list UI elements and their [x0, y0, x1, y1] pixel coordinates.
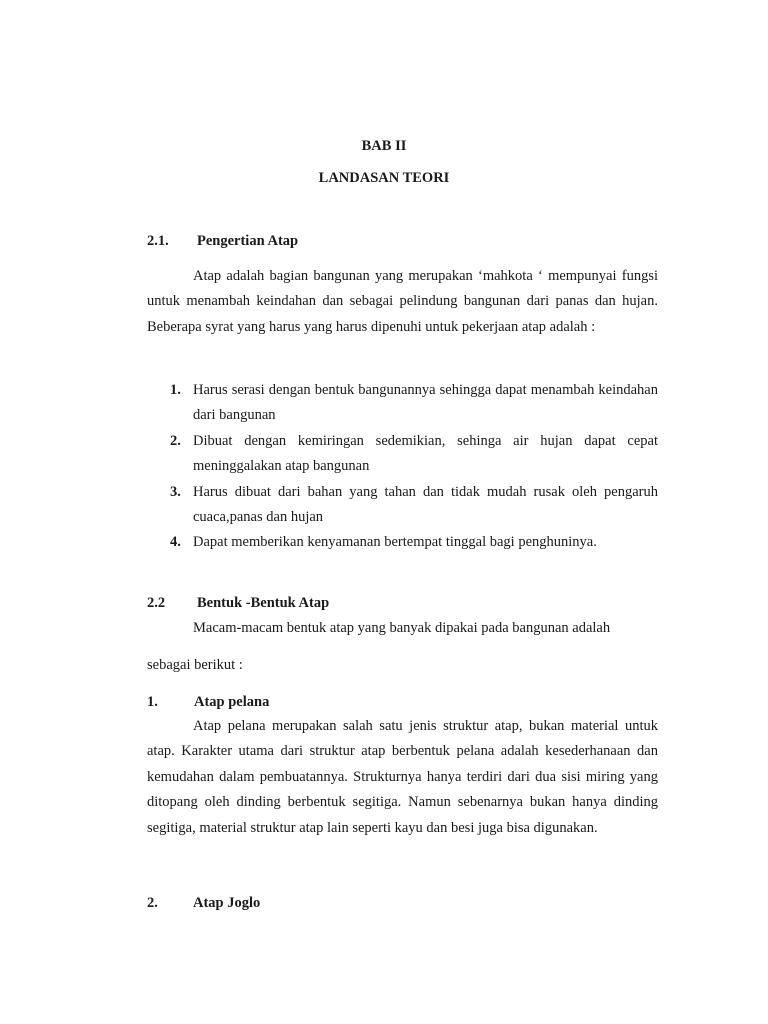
- list-item: [170, 429, 658, 480]
- list-item-number: 3.: [170, 483, 181, 500]
- subsection-paragraph-1: Atap pelana merupakan salah satu jenis struktur atap, bukan material untuk atap. Karakter utama dari struktur atap berbentuk pelana adalah kesederhanaan dan kemudahan dalam pembuatannya. Strukturnya hanya terdiri dari dua sisi miring yang ditopang oleh dinding berbentuk segitiga. Namun sebenarnya bukan hanya dinding segitiga, material struktur atap lain seperti kayu dan besi juga bisa digunakan.: [147, 718, 658, 836]
- section-number: 2.2: [147, 595, 166, 611]
- subsection-title: Atap pelana: [194, 694, 270, 710]
- section-title: Pengertian Atap: [197, 233, 299, 249]
- list-item-number: 1.: [170, 382, 181, 398]
- list-item-text: Dapat memberikan kenyamanan bertempat tinggal bagi penghuninya.: [193, 534, 597, 551]
- requirements-list: [170, 378, 658, 556]
- list-item: [170, 530, 658, 555]
- list-item-number: 4.: [170, 534, 181, 551]
- section-intro-line-1: Macam-macam bentuk atap yang banyak dipakai pada bangunan adalah: [193, 620, 611, 636]
- section-title: Bentuk -Bentuk Atap: [197, 595, 330, 611]
- subsection-number: 2.: [147, 895, 158, 911]
- list-item-text: Harus dibuat dari bahan yang tahan dan tidak mudah rusak oleh pengaruh cuaca,panas dan hujan: [193, 483, 658, 526]
- chapter-number: BAB II: [361, 138, 407, 154]
- subsection-number: 1.: [147, 694, 158, 710]
- list-item-number: 2.: [170, 432, 181, 449]
- subsection-heading-2: [147, 895, 261, 912]
- section-intro-line-2: sebagai berikut :: [147, 657, 243, 673]
- subsection-title: Atap Joglo: [193, 895, 261, 911]
- list-item: [170, 378, 658, 429]
- subsection-heading-1: [147, 694, 270, 711]
- section-paragraph-2-1: Atap adalah bagian bangunan yang merupakan ‘mahkota ‘ mempunyai fungsi untuk menambah keindahan dan sebagai pelindung bangunan dari panas dan hujan. Beberapa syrat yang harus yang harus dipenuhi untuk pekerjaan atap adalah :: [147, 268, 658, 335]
- list-item-text: Dibuat dengan kemiringan sedemikian, sehinga air hujan dapat cepat meninggalakan atap bangunan: [193, 432, 658, 475]
- section-heading-2-1: [147, 233, 299, 250]
- chapter-title: LANDASAN TEORI: [318, 170, 450, 186]
- section-heading-2-2: [147, 595, 330, 612]
- list-item: [170, 480, 658, 531]
- list-item-text: Harus serasi dengan bentuk bangunannya sehingga dapat menambah keindahan dari bangunan: [193, 382, 658, 424]
- section-number: 2.1.: [147, 233, 169, 249]
